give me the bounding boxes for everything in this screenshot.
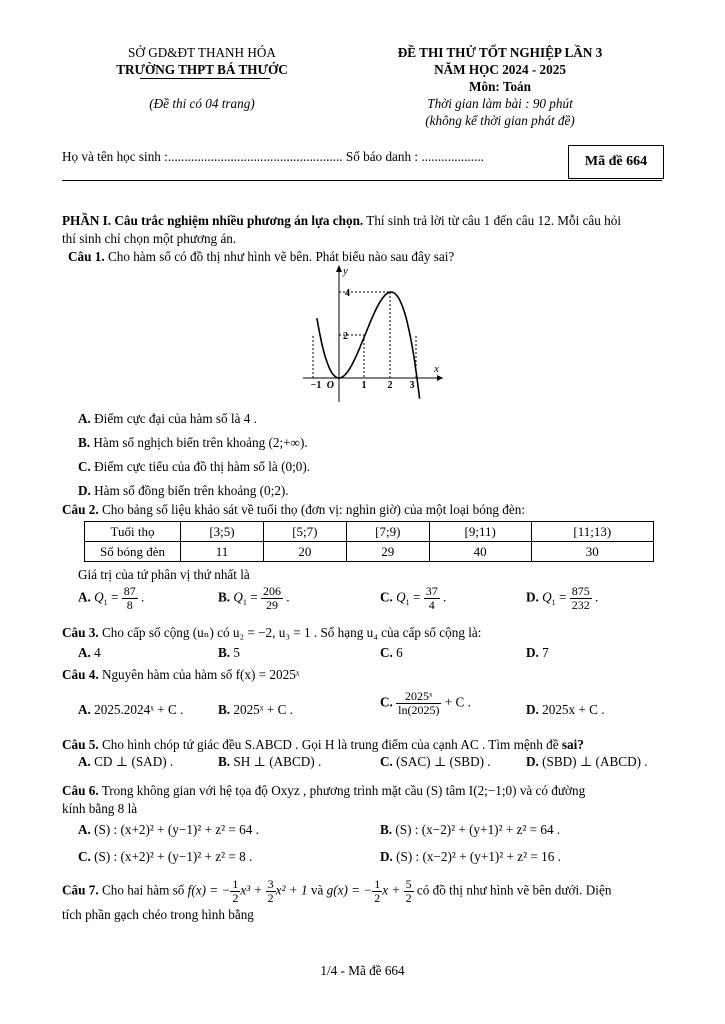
- q2-question: Giá trị của tứ phân vị thứ nhất là: [78, 567, 250, 582]
- q1-option-d[interactable]: D. Hàm số đồng biến trên khoảng (0;2).: [78, 483, 289, 498]
- q2-option-a[interactable]: A. $Q_1$ = $\frac{87}{8}$ .: [78, 584, 145, 612]
- q3-label: Câu 3.: [62, 625, 99, 640]
- question-6: [62, 782, 662, 800]
- q3-option-d[interactable]: D. 7: [526, 645, 549, 660]
- table-cell: 11: [181, 542, 264, 562]
- q6-option-b[interactable]: B. (S) : (x−2)² + (y+1)² + z² = 64 .: [380, 822, 561, 837]
- page-footer: 1/4 - Mã đề 664: [320, 963, 405, 978]
- q5-option-b[interactable]: B. SH ⊥ (ABCD) .: [218, 754, 322, 769]
- x-label: x: [434, 363, 439, 375]
- table-row: [85, 542, 654, 562]
- q2-option-c[interactable]: C. $Q_1$ = $\frac{37}{4}$ .: [380, 584, 447, 612]
- exam-code-box: Mã đề 664: [568, 145, 664, 179]
- table-cell: [11;13): [531, 522, 653, 542]
- q7-label: Câu 7.: [62, 882, 99, 898]
- school-year: NĂM HỌC 2024 - 2025: [434, 62, 566, 77]
- q6-option-a[interactable]: A. (S) : (x+2)² + (y−1)² + z² = 64 .: [78, 822, 259, 837]
- q1-graph: [298, 262, 448, 407]
- q2-option-b[interactable]: B. $Q_1$ = $\frac{206}{29}$ .: [218, 584, 290, 612]
- q7-line2: tích phần gạch chéo trong hình bằng: [62, 907, 254, 922]
- q5-option-d[interactable]: D. (SBD) ⊥ (ABCD) .: [526, 754, 648, 769]
- part1-desc2: thí sinh chỉ chọn một phương án.: [62, 231, 237, 246]
- question-3: [62, 624, 662, 642]
- pages-note: (Đề thi có 04 trang): [149, 96, 255, 111]
- q7-g: g(x) = −: [326, 882, 373, 898]
- header-left: [82, 44, 322, 112]
- q3-option-c[interactable]: C. 6: [380, 645, 403, 660]
- q1-text: Cho hàm số có đồ thị như hình vẽ bên. Phát biểu nào sau đây sai?: [104, 249, 455, 264]
- q3-option-a[interactable]: A. 4: [78, 645, 101, 660]
- table-cell: Số bóng đèn: [85, 542, 181, 562]
- q4-text: Nguyên hàm của hàm số f(x) = 2025ˣ: [98, 667, 300, 682]
- q5-option-a[interactable]: A. CD ⊥ (SAD) .: [78, 754, 174, 769]
- q4-option-b[interactable]: B. 2025ˣ + C .: [218, 702, 293, 717]
- q4-option-c[interactable]: C. $\frac{\text{2025ˣ}}{\ln(2025)}$ + C .: [380, 689, 471, 717]
- tick-x-1: 1: [361, 380, 367, 391]
- table-cell: [5;7): [263, 522, 346, 542]
- q1-option-c[interactable]: C. Điểm cực tiểu của đồ thị hàm số là (0;0).: [78, 459, 311, 474]
- q6-option-d[interactable]: D. (S) : (x−2)² + (y+1)² + z² = 16 .: [380, 849, 561, 864]
- q2-label: Câu 2.: [62, 502, 99, 517]
- y-axis-arrow: [336, 265, 342, 272]
- q2-text: Cho bảng số liệu khảo sát về tuổi thọ (đơn vị: nghìn giờ) của một loại bóng đèn:: [98, 502, 526, 517]
- tick-x-2: 2: [387, 380, 393, 391]
- table-cell: [9;11): [429, 522, 531, 542]
- table-cell: 40: [429, 542, 531, 562]
- q1-option-b[interactable]: B. Hàm số nghịch biến trên khoảng (2;+∞).: [78, 435, 308, 450]
- part1-intro: [62, 212, 662, 230]
- header-divider: [62, 180, 662, 181]
- school-underline: [140, 78, 270, 79]
- table-cell: [3;5): [181, 522, 264, 542]
- x-axis-arrow: [437, 375, 443, 381]
- time-note: (không kể thời gian phát đề): [425, 113, 575, 128]
- q4-option-a[interactable]: A. 2025.2024ˣ + C .: [78, 702, 184, 717]
- question-7: Câu 7. Cho hai hàm số f(x) = − $\frac{1}{2}$ x³ + $\frac{3}{2}$ x² + 1 và g(x) = − $\frac{1}{2}$ x + $\frac{5}{2}$ có đồ thị như hình vẽ bên dưới. Diện: [62, 877, 612, 905]
- question-5: [62, 736, 662, 754]
- table-cell: 30: [531, 542, 653, 562]
- y-label: y: [343, 265, 348, 277]
- tick-x-m1: −1: [310, 380, 322, 391]
- q3-option-b[interactable]: B. 5: [218, 645, 240, 660]
- table-row: [85, 522, 654, 542]
- table-cell: [7;9): [346, 522, 429, 542]
- subject: Môn: Toán: [469, 79, 531, 94]
- q1-label: Câu 1.: [68, 249, 105, 264]
- q6-text2: kính bằng 8 là: [62, 801, 138, 816]
- q1-options: [78, 407, 310, 503]
- q5-option-c[interactable]: C. (SAC) ⊥ (SBD) .: [380, 754, 491, 769]
- q4-option-d[interactable]: D. 2025x + C .: [526, 702, 605, 717]
- q5-label: Câu 5.: [62, 737, 99, 752]
- q5-text: Cho hình chóp tứ giác đều S.ABCD . Gọi H là trung điểm của cạnh AC . Tìm mệnh đề: [98, 737, 562, 752]
- origin-label: O: [326, 380, 334, 391]
- q6-label: Câu 6.: [62, 783, 99, 798]
- question-2: [62, 501, 662, 519]
- q5-emphasis: sai?: [561, 737, 584, 752]
- q2-option-d[interactable]: D. $Q_1$ = $\frac{875}{232}$ .: [526, 584, 599, 612]
- department: SỞ GD&ĐT THANH HÓA: [128, 45, 276, 60]
- header-right: [380, 44, 620, 129]
- tick-x-3: 3: [409, 380, 415, 391]
- q6-text: Trong không gian với hệ tọa độ Oxyz , phương trình mặt cầu (S) tâm I(2;−1;0) và có đường: [98, 783, 586, 798]
- table-cell: 20: [263, 542, 346, 562]
- q6-option-c[interactable]: C. (S) : (x+2)² + (y−1)² + z² = 8 .: [78, 849, 253, 864]
- tick-y-2: 2: [343, 331, 348, 342]
- q4-label: Câu 4.: [62, 667, 99, 682]
- school-name: TRƯỜNG THPT BÁ THƯỚC: [116, 62, 288, 77]
- q1-option-a[interactable]: A. Điểm cực đại của hàm số là 4 .: [78, 411, 257, 426]
- tick-y-4: 4: [345, 288, 350, 299]
- part1-desc: Thí sinh trả lời từ câu 1 đến câu 12. Mỗi câu hỏi: [363, 213, 622, 228]
- question-4: [62, 666, 662, 684]
- q3-text: Cho cấp số cộng (uₙ) có u₂ = −2, u₃ = 1 . Số hạng u₄ của cấp số cộng là:: [98, 625, 482, 640]
- part1-title: PHẦN I. Câu trắc nghiệm nhiều phương án lựa chọn.: [62, 213, 364, 228]
- student-info-line: Họ và tên học sinh :..................................................... Số báo danh : ...................: [62, 149, 484, 164]
- q2-table: [84, 521, 654, 562]
- q7-f: f(x) = −: [187, 882, 231, 898]
- time-limit: Thời gian làm bài : 90 phút: [427, 96, 573, 111]
- table-cell: Tuổi thọ: [85, 522, 181, 542]
- table-cell: 29: [346, 542, 429, 562]
- exam-title: ĐỀ THI THỬ TỐT NGHIỆP LẦN 3: [397, 45, 603, 60]
